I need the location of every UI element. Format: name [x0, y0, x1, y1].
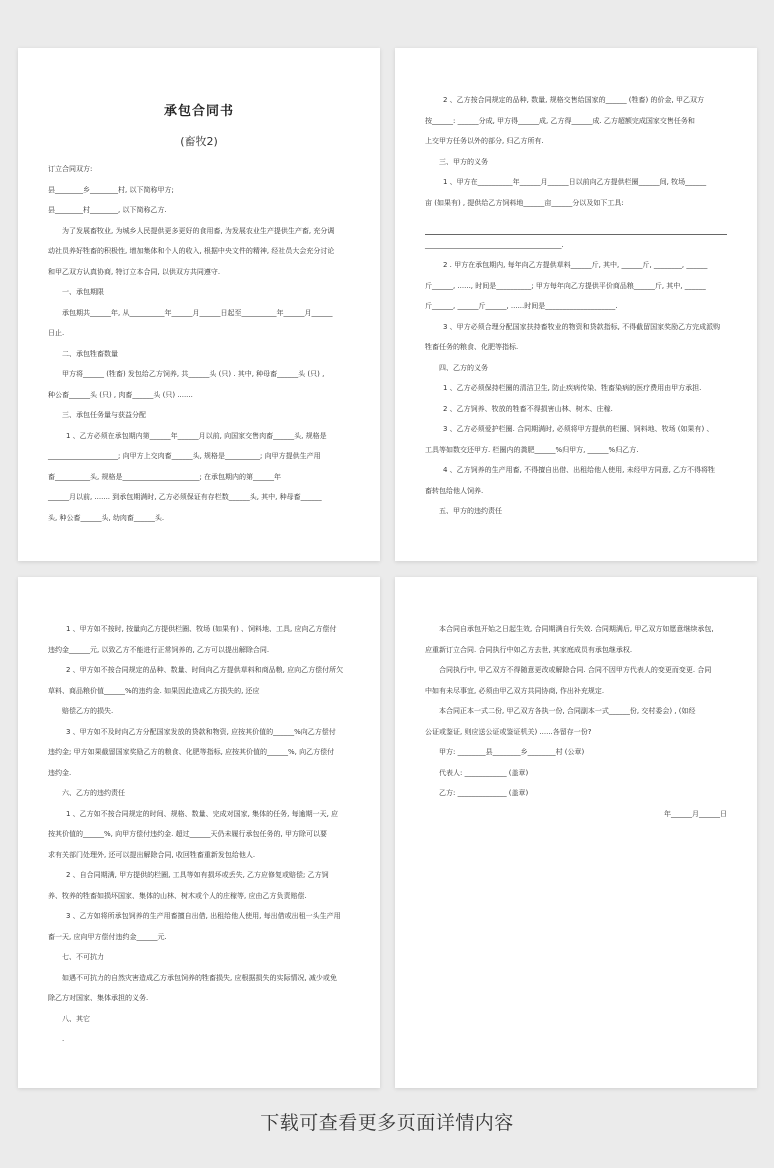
signature-party-a: 甲方: ________县________乡________村 (公章) — [439, 748, 585, 756]
text-line: 上交甲方任务以外的部分, 归乙方所有. — [425, 137, 544, 145]
text-line: 违约金______元, 以致乙方不能进行正常饲养的, 乙方可以提出解除合同. — [48, 645, 270, 654]
text-line: 违约金. — [48, 768, 72, 777]
text-line: 县________村________, 以下简称乙方. — [48, 206, 167, 214]
text-line: 动社员养好牲畜的积极性, 增加集体和个人的收入, 根据中央文件的精神, 经社员大会充分讨论 — [48, 247, 335, 255]
document-page-2 — [395, 48, 757, 561]
text-line: 按其价值的______%, 向甲方偿付违约金. 超过______天仍未履行承包任务的, 甲方除可以要 — [48, 830, 328, 838]
text-line: 斤______, ______斤______, ......时间是____________________. — [425, 302, 618, 310]
text-line: ____________________; 向甲方上交肉畜______头, 规格是__________; 向甲方提供生产用 — [48, 452, 321, 460]
text-line: 本合同自承包开始之日起生效, 合同期满自行失效. 合同期满后, 甲乙双方如愿意继续承包, — [439, 625, 714, 633]
signature-representative: 代表人: ____________ (盖章) — [439, 768, 529, 777]
text-line: 斤______, ......, 时间是__________; 甲方每年向乙方提供平价商品粮______斤, 其中, ______ — [425, 281, 706, 290]
text-line: ______月以前, ....... 到承包期满时, 乙方必须保证有存栏数______头, 其中, 种母畜______ — [48, 493, 322, 501]
text-line: 除乙方对国家、集体承担的义务. — [48, 994, 149, 1002]
section-heading: 七、不可抗力 — [62, 953, 104, 961]
document-page-3 — [18, 577, 380, 1088]
text-line: 3 、乙方必须爱护栏圈. 合同期满时, 必须将甲方提供的栏圈、饲料地、牧场 (如果有) 、 — [443, 425, 714, 433]
text-line: 1 、乙方如不按合同规定的时间、规格、数量、完成对国家, 集体的任务, 每逾期一天, 应 — [66, 809, 339, 818]
text-line: 违约金; 甲方如果截留国家奖励乙方的粮食、化肥等指标, 应按其价值的______%, 向乙方偿付 — [48, 748, 335, 756]
text-line: 2 、乙方饲养、牧放的牲畜不得损害山林、树木、庄稼. — [443, 404, 613, 413]
text-line: 畜转包给他人饲养. — [425, 486, 484, 495]
text-line: 2 、自合同期满, 甲方提供的栏圈, 工具等如有损坏或丢失, 乙方应修复或赔偿; 乙方饲 — [66, 871, 329, 879]
text-line: 1 、甲方在__________年______月______日以前向乙方提供栏圈______间, 牧场______ — [443, 178, 707, 186]
text-line: 县________乡________村, 以下简称甲方; — [48, 185, 174, 194]
text-line: 日止. — [48, 329, 65, 337]
text-line: _______________________________________. — [425, 240, 564, 249]
text-line: 畜__________头, 规格是______________________; 在承包期内的第______年 — [48, 472, 282, 481]
section-heading: 八、其它 — [62, 1014, 90, 1023]
section-heading: 四、乙方的义务 — [439, 363, 488, 372]
text-line: 3 、甲方如不及时向乙方分配国家发放的贷款和物资, 应按其价值的______%向乙方偿付 — [66, 727, 336, 736]
section-heading: 一、承包期限 — [62, 288, 104, 296]
text-line: 和甲乙双方认真协商, 特订立本合同, 以供双方共同遵守. — [48, 267, 221, 276]
section-heading: 二、承包牲畜数量 — [62, 349, 118, 358]
text-line: 甲方将______ (牲畜) 发包给乙方饲养, 共______头 (只) . 其中, 种母畜______头 (只) , — [62, 370, 325, 378]
section-heading: 三、承包任务量与获益分配 — [62, 411, 146, 419]
section-heading: 五、甲方的违约责任 — [439, 507, 502, 515]
document-subtitle: (畜牧2) — [180, 135, 218, 148]
text-line: 草料、商品粮价值______%的违约金. 如果因此造成乙方损失的, 还应 — [48, 686, 260, 695]
text-line: 畜一天, 应向甲方偿付违约金______元. — [48, 932, 167, 941]
text-line: 种公畜______头 (只) , 肉畜______头 (只) ....... — [48, 390, 193, 399]
text-line: 订立合同双方: — [48, 165, 93, 173]
text-line: 2 、乙方按合同规定的品种, 数量, 规格交售给国家的______ (牲畜) 的价金, 甲乙双方 — [443, 96, 704, 104]
text-line: 1 、乙方必须保持栏圈的清洁卫生, 防止疾病传染、牲畜染病的医疗费用由甲方承担. — [443, 384, 702, 392]
section-heading: 三、甲方的义务 — [439, 157, 488, 166]
text-line: 2 、甲方如不按合同规定的品种、数量、时间向乙方提供草料和商品粮, 应向乙方偿付所欠 — [66, 666, 344, 674]
document-page-4 — [395, 577, 757, 1088]
text-line: 3 、甲方必须合理分配国家扶持畜牧业的物资和贷款指标, 不得截留国家奖励乙方完成派购 — [443, 322, 721, 331]
document-page-1 — [18, 48, 380, 561]
text-line: 应重新订立合同. 合同执行中如乙方去世, 其家庭成员有承包继承权. — [425, 645, 633, 654]
text-line: 赔偿乙方的损失. — [62, 707, 114, 715]
download-more-hint: 下载可查看更多页面详情内容 — [260, 1112, 514, 1134]
signature-date: 年______月______日 — [664, 809, 727, 818]
text-line: 工具等如数交还甲方. 栏圈内的粪肥______%归甲方, ______%归乙方. — [425, 445, 639, 454]
text-line: 养、牧养的牲畜如损坏国家、集体的山林、树木或个人的庄稼等, 应由乙方负责赔偿. — [48, 891, 307, 900]
text-line: 1 、乙方必须在承包期内第______年______月以前, 向国家交售肉畜______头, 规格是 — [66, 431, 327, 440]
text-line: 1 、甲方如不按时, 按量向乙方提供栏圈、牧场 (如果有) 、饲料地、工具, 应向乙方偿付 — [66, 625, 337, 633]
text-line: . — [62, 1035, 65, 1043]
text-line: 3 、乙方如将所承包饲养的生产用畜擅自出借, 出租给他人使用, 每出借或出租一头生产用 — [66, 912, 341, 920]
signature-party-b: 乙方: ______________ (盖章) — [439, 789, 529, 797]
text-line: 头, 种公畜______头, 幼肉畜______头. — [48, 513, 165, 522]
text-line: 中如有未尽事宜, 必须由甲乙双方共同协商, 作出补充规定. — [425, 686, 605, 695]
text-line: 2 . 甲方在承包期内, 每年向乙方提供草料______斤, 其中, ______斤, ________, ______ — [443, 261, 708, 269]
document-title: 承包合同书 — [163, 104, 234, 119]
text-line: 求有关部门处理外, 还可以提出解除合同, 收回牲畜重新发包给他人. — [48, 850, 256, 859]
text-line: 亩 (如果有) , 提供给乙方饲料地______亩______分以及如下工具: — [425, 198, 624, 207]
text-line: 本合同正本一式二份, 甲乙双方各执一份, 合同副本一式______份, 交村委会) , (如经 — [439, 707, 696, 715]
text-line: 承包期共______年, 从__________年______月______日起至__________年______月______ — [62, 308, 333, 317]
section-heading: 六、乙方的违约责任 — [62, 789, 125, 797]
text-line: 如遇不可抗力的自然灾害造成乙方承包饲养的牲畜损失, 应根据损失的实际情况, 减少或免 — [62, 973, 337, 982]
text-line: 为了发展畜牧业, 为城乡人民提供更多更好的食用畜, 为发展农业生产提供生产畜, 充分调 — [62, 226, 335, 235]
text-line: 合同执行中, 甲乙双方不得随意更改或解除合同. 合同不因甲方代表人的变更而变更. 合同 — [439, 666, 712, 674]
text-line: 牲畜任务的粮食、化肥等指标. — [425, 343, 519, 351]
text-line: 公证或鉴证, 则应送公证或鉴证机关) ......各留存一份? — [425, 727, 592, 736]
blank-rule — [425, 213, 727, 235]
text-line: 4 、乙方饲养的生产用畜, 不得擅自出借、出租给他人使用, 未经甲方同意, 乙方不得将牲 — [443, 466, 716, 474]
text-line: 按______: ______分成, 甲方得______成, 乙方得______成. 乙方超额完成国家交售任务和 — [425, 116, 695, 125]
